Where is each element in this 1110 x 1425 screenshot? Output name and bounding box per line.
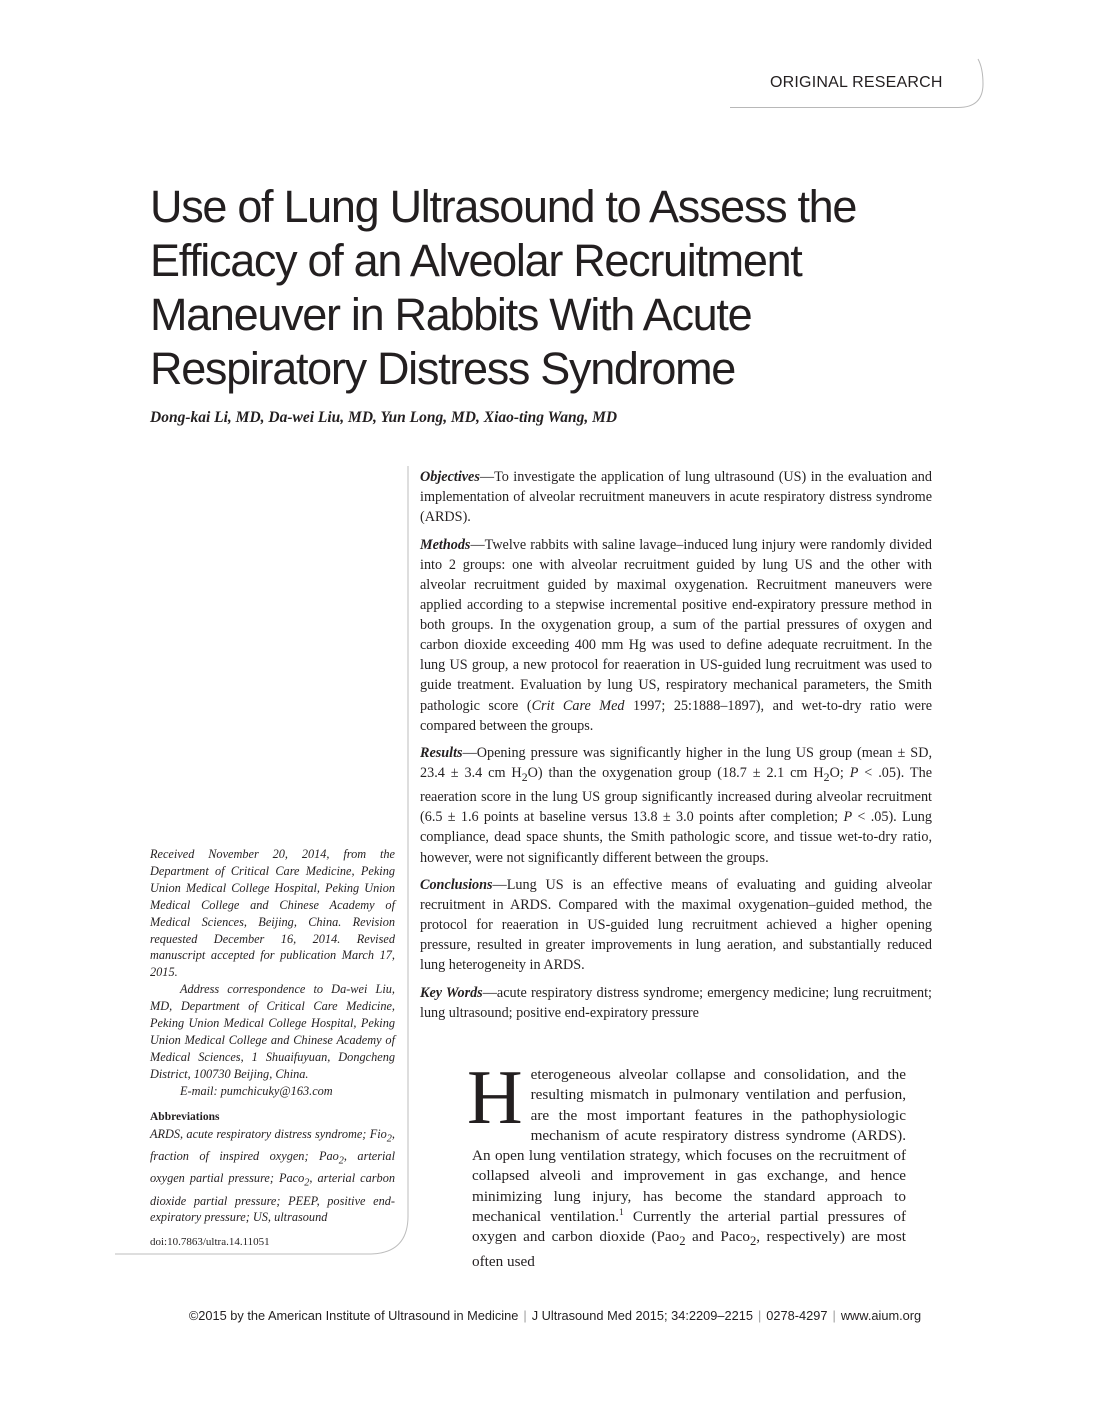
- p-value-symbol: P: [843, 809, 853, 826]
- drop-cap: H: [467, 1054, 523, 1140]
- results-text: O;: [829, 765, 850, 782]
- body-text: and Paco: [685, 1228, 750, 1246]
- article-title: Use of Lung Ultrasound to Assess the Efficacy of an Alveolar Recruitment Maneuver in Rabbits With Acute Respiratory Distress Syndrome: [150, 181, 857, 394]
- abstract-conclusions: [420, 875, 932, 975]
- subscript: 2: [338, 1155, 344, 1167]
- received-note: Received November 20, 2014, from the Department of Critical Care Medicine, Peking Union Medical College Hospital, Peking Union Medical College and Chinese Academy of Medical Sciences, Beijing, China. Revision requested December 16, 2014. Revised manuscript accepted for publication March 17, 2015.: [150, 847, 395, 980]
- methods-heading: Methods: [420, 536, 471, 553]
- abbreviations-text: , fraction of inspired oxygen; Pao: [150, 1126, 395, 1163]
- conclusions-heading: Conclusions: [420, 877, 493, 894]
- results-text: < .05). Lung compliance, dead space shunts, the Smith pathologic score, and tissue wet-to-dry ratio, however, were not significantly different between the groups.: [420, 809, 932, 866]
- footer-separator: |: [757, 1308, 762, 1323]
- keywords-heading: Key Words: [420, 985, 483, 1002]
- body-text: , respectively) are most often used: [472, 1228, 906, 1270]
- subscript: 2: [386, 1132, 392, 1144]
- footer-copyright: ©2015 by the American Institute of Ultrasound in Medicine: [188, 1308, 519, 1323]
- abbreviations-text: , arterial carbon dioxide partial pressure; PEEP, positive end-expiratory pressure; US, ultrasound: [150, 1171, 396, 1225]
- abstract-keywords: [420, 983, 932, 1023]
- subscript: 2: [823, 770, 830, 785]
- abbreviations-heading: Abbreviations: [150, 1110, 220, 1123]
- abbreviations-text: ARDS, acute respiratory distress syndrome; Fio: [150, 1126, 387, 1141]
- subscript: 2: [521, 770, 528, 785]
- methods-text-end: 1997; 25:1888–1897), and wet-to-dry ratio were compared between the groups.: [420, 697, 932, 734]
- abstract-results: [420, 743, 932, 867]
- results-text: O) than the oxygenation group (18.7 ± 2.1 cm H: [527, 765, 824, 782]
- reference-marker: 1: [619, 1208, 624, 1219]
- doi: doi:10.7863/ultra.14.11051: [150, 1236, 270, 1249]
- abbreviations-list: [150, 1126, 395, 1227]
- subscript: 2: [304, 1177, 310, 1189]
- results-heading: Results: [420, 745, 463, 762]
- section-tab: [730, 58, 985, 108]
- footer-separator: |: [523, 1308, 527, 1323]
- body-paragraph: [467, 1054, 907, 1272]
- subscript: 2: [679, 1234, 686, 1249]
- objectives-heading: Objectives: [420, 469, 480, 485]
- section-label: ORIGINAL RESEARCH: [770, 74, 943, 91]
- address-note: Address correspondence to Da-wei Liu, MD, Department of Critical Care Medicine, Peking Union Medical College Hospital, Peking Union Medical College and Chinese Academy of Medical Sciences, 1 Shuaifuyuan, Dongcheng District, 100730 Beijing, China.: [150, 982, 395, 1081]
- email-note: E-mail: pumchicuky@163.com: [180, 1083, 333, 1098]
- sidebar-notes: [150, 846, 395, 1251]
- methods-text: —Twelve rabbits with saline lavage–induced lung injury were randomly divided into 2 groups: one with alveolar recruitment guided by lung US and the other with alveolar recruitment guided by maximal oxygenation. Recruitment maneuvers were applied according to a stepwise incremental positive end-expiratory pressure method in both groups. In the oxygenation group, a sum of the partial pressures of oxygen and carbon dioxide exceeding 400 mm Hg was used to define adequate recruitment. In the lung US group, a new protocol for reaeration in US-guided lung recruitment was used to guide treatment. Evaluation by lung US, respiratory mechanical parameters, the Smith pathologic score (: [420, 536, 932, 714]
- keywords-text: —acute respiratory distress syndrome; emergency medicine; lung recruitment; lung ultrasound; positive end-expiratory pressure: [420, 985, 933, 1022]
- body-text: eterogeneous alveolar collapse and consolidation, and the resulting mismatch in pulmonary ventilation and perfusion, are the most important features in the pathophysiologic mechanism of acute respiratory distress syndrome (ARDS). An open lung ventilation strategy, which focuses on the recruitment of collapsed alveoli and improvement in gas exchange, and hence minimizing lung injury, has become the standard approach to mechanical ventilation.: [472, 1066, 906, 1226]
- page-footer: [0, 1308, 1110, 1323]
- results-text: —Opening pressure was significantly higher in the lung US group (mean ± SD, 23.4 ± 3.4 cm H: [420, 745, 932, 782]
- body-text: Currently the arterial partial pressures of oxygen and carbon dioxide (Pao: [472, 1208, 907, 1246]
- conclusions-text: —Lung US is an effective means of evaluating and guiding alveolar recruitment in ARDS. Compared with the maximal oxygenation–guided method, the protocol for reaeration in US-guided lung recruitment achieved a higher opening pressure, resulted in greater improvements in lung aeration, and substantially reduced lung heterogeneity in ARDS.: [420, 877, 932, 974]
- abstract-methods: [420, 535, 932, 736]
- footer-issn: 0278-4297: [766, 1308, 828, 1323]
- article-authors: Dong-kai Li, MD, Da-wei Liu, MD, Yun Long, MD, Xiao-ting Wang, MD: [150, 409, 618, 426]
- objectives-text: —To investigate the application of lung ultrasound (US) in the evaluation and implementation of alveolar recruitment maneuvers in acute respiratory distress syndrome (ARDS).: [420, 469, 932, 526]
- subscript: 2: [749, 1234, 757, 1249]
- abstract: [420, 467, 932, 1031]
- footer-url[interactable]: www.aium.org: [840, 1308, 922, 1323]
- p-value-symbol: P: [849, 765, 859, 782]
- abstract-objectives: [420, 467, 932, 527]
- results-text: < .05). The reaeration score in the lung US group significantly increased during alveolar recruitment (6.5 ± 1.6 points at baseline versus 13.8 ± 3.0 points after completion;: [420, 765, 932, 826]
- footer-separator: |: [832, 1308, 836, 1323]
- methods-citation: Crit Care Med: [531, 697, 625, 714]
- footer-journal: J Ultrasound Med 2015; 34:2209–2215: [531, 1308, 753, 1323]
- abbreviations-text: , arterial oxygen partial pressure; Paco: [150, 1148, 395, 1186]
